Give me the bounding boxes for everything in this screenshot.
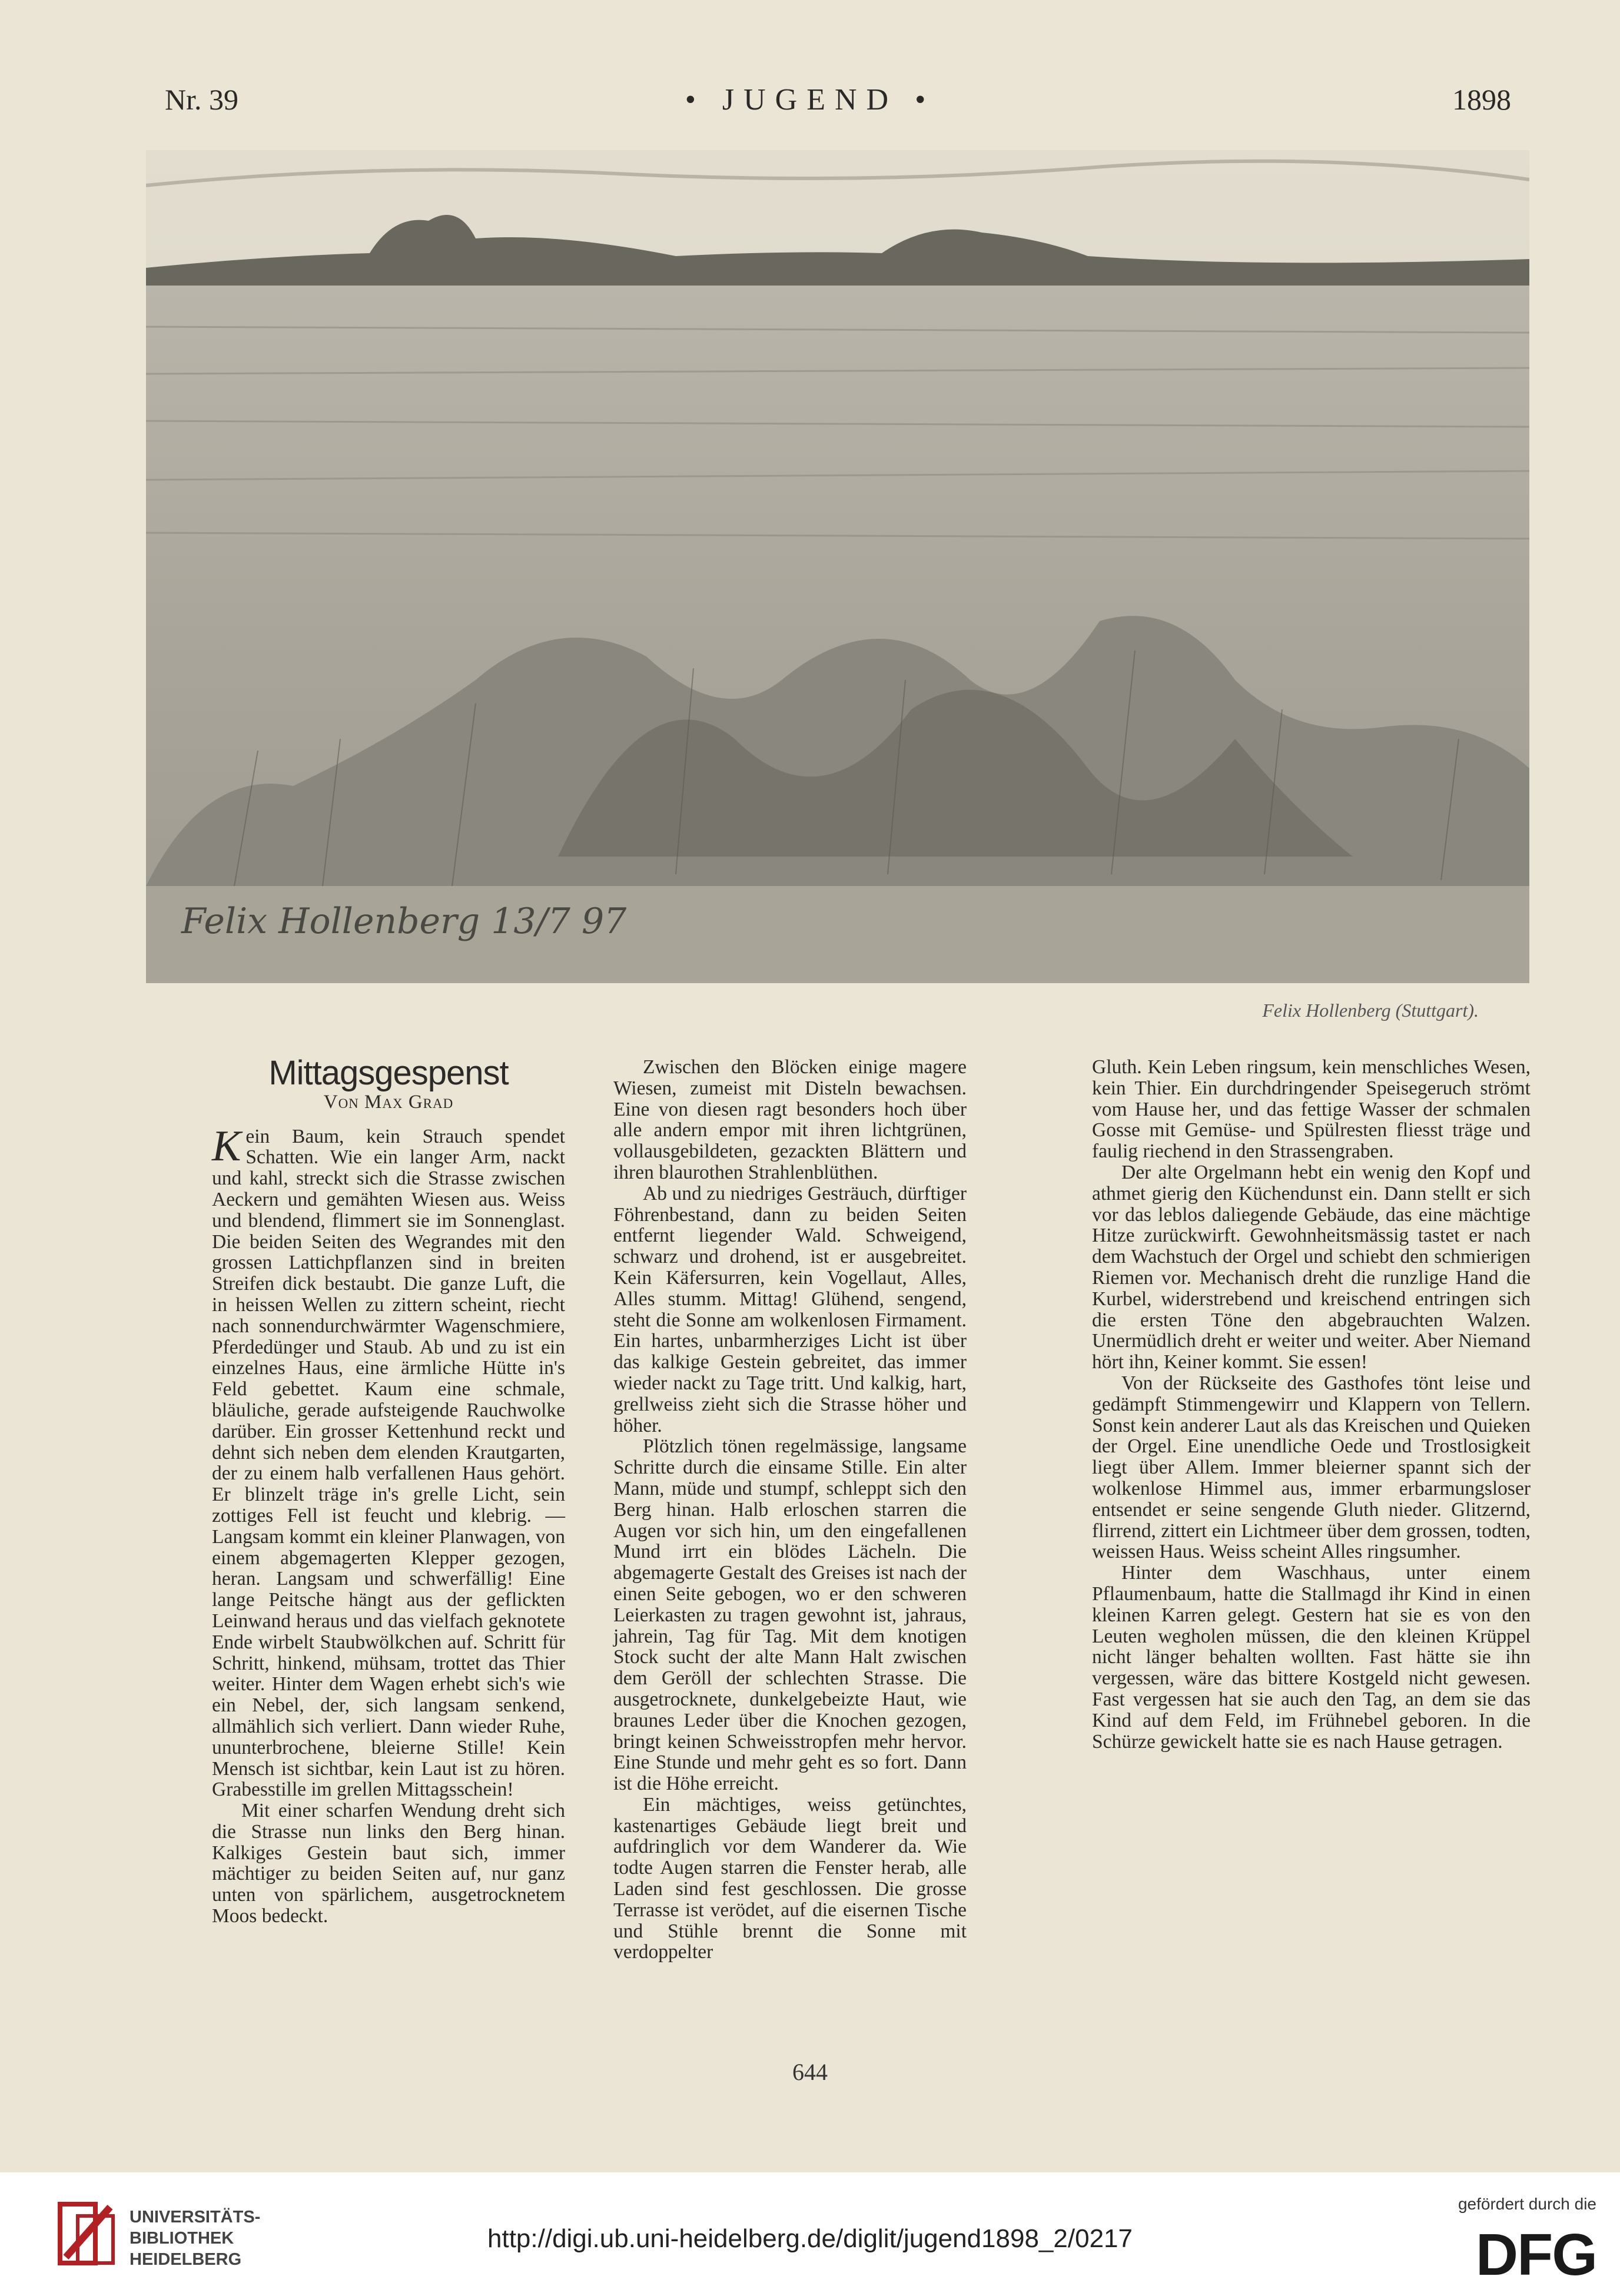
paragraph: Gluth. Kein Leben ringsum, kein menschliches Wesen, kein Thier. Ein durchdringender Speisegeruch strömt vom Hause her, und das fettige Wasser der schmalen Gosse mit Gemüse- und Spülresten fliesst träge und faulig riechend in den Strassengraben. — [1092, 1056, 1531, 1163]
column-1 — [212, 1054, 565, 1927]
dfg-logo: DFG — [1475, 2222, 1596, 2288]
illustration-credit: Felix Hollenberg (Stuttgart). — [1262, 1000, 1479, 1021]
paragraph: Ein mächtiges, weiss getünchtes, kastenartiges Gebäude liegt breit und aufdringlich vor dem Wanderer da. Wie todte Augen starren die Fenster herab, alle Laden sind fest geschlossen. Die grosse Terrasse ist verödet, auf die eisernen Tische und Stühle brennt die Sonne mit verdoppelter — [613, 1793, 967, 1963]
drop-cap: K — [212, 1122, 241, 1170]
paragraph: Plötzlich tönen regelmässige, langsame Schritte durch die einsame Stille. Ein alter Mann, müde und stumpf, schleppt sich den Berg hinan. Halb erloschen starren die Augen vor sich hin, um den eingefallenen Mund irrt ein blödes Lächeln. Die abgemagerte Gestalt des Greises ist nach der einen Seite gebogen, wo er den schweren Leierkasten zu tragen gewohnt ist, jahraus, jahrein, Tag für Tag. Mit dem knotigen Stock sucht der alte Mann Halt zwischen dem Geröll der schlechten Strasse. Die ausgetrocknete, dunkelgebeizte Haut, wie braunes Leder über die Knochen gezogen, bringt keinen Schweisstropfen mehr hervor. Eine Stunde und mehr geht es so fort. Dann ist die Höhe erreicht. — [613, 1435, 967, 1795]
year: 1898 — [1452, 83, 1511, 116]
paragraph: Hinter dem Waschhaus, unter einem Pflaumenbaum, hatte die Stallmagd ihr Kind in einen kleinen Karren gelegt. Gestern hat sie es von den Leuten wegholen müssen, die den kleinen Krüppel nicht länger behalten wollten. Fast hätte sie ihn vergessen, wäre das bittere Kostgeld nicht gewesen. Fast vergessen hat sie auch den Tag, an dem sie das Kind auf dem Feld, im Frühnebel geboren. In die Schürze gewickelt hatte sie es nach Hause getragen. — [1092, 1562, 1531, 1753]
paragraph: Ab und zu niedriges Gesträuch, dürftiger Föhrenbestand, dann zu beiden Seiten entfernt liegender Wald. Schweigend, schwarz und drohend, ist er ausgebreitet. Kein Käfersurren, kein Vogellaut, Alles, Alles stumm. Mittag! Glühend, sengend, steht die Sonne am wolkenlosen Firmament. Ein hartes, unbarmherziges Licht ist über das kalkige Gestein gebreitet, das immer wieder nackt zu Tage tritt. Und kalkig, hart, grellweiss zieht sich die Strasse höher und höher. — [613, 1182, 967, 1436]
viewer-footer — [0, 2172, 1620, 2296]
article-title: Mittagsgespenst — [268, 1054, 509, 1092]
paragraph: Kein Baum, kein Strauch spendet Schatten. Wie ein langer Arm, nackt und kahl, streckt sich die Strasse zwischen Aeckern und gemähten Wiesen aus. Weiss und blendend, flimmert sie im Sonnenglast. Die beiden Seiten des Wegrandes mit den grossen Lattichpflanzen sind in breiten Streifen dick bestaubt. Die ganze Luft, die in heissen Wellen zu zittern scheint, riecht nach sonnendurchwärmter Wagenschmiere, Pferdedünger und Staub. Ab und zu ist ein einzelnes Haus, eine ärmliche Hütte in's Feld gebettet. Kaum eine schmale, bläuliche, gerade aufsteigende Rauchwolke darüber. Ein grosser Kettenhund reckt und dehnt sich neben dem elenden Krautgarten, der zu einem halb verfallenen Haus gehört. Er blinzelt träge in's grelle Licht, sein zottiges Fell ist feucht und klebrig. — Langsam kommt ein kleiner Planwagen, von einem abgemagerten Klepper gezogen, heran. Langsam und schwerfällig! Eine lange Peitsche hängt aus der geflickten Leinwand heraus und das vielfach geknotete Ende wirbelt Staubwölkchen auf. Schritt für Schritt, hinkend, mühsam, trottet das Thier weiter. Hinter dem Wagen erhebt sich's wie ein Nebel, der, sich langsam senkend, allmählich sich verliert. Dann wieder Ruhe, ununterbrochene, bleierne Stille! Kein Mensch ist sichtbar, kein Laut ist zu hören. Grabesstille im grellen Mittagsschein! — [212, 1122, 565, 1801]
paragraph: Von der Rückseite des Gasthofes tönt leise und gedämpft Stimmengewirr und Klappern von Tellern. Sonst kein anderer Laut als das Kreischen und Quieken der Orgel. Eine unendliche Oede und Trostlosigkeit liegt über Allem. Immer bleierner spannt sich der wolkenlose Himmel aus, immer erbarmungsloser entsendet er seine sengende Gluth nieder. Glitzernd, flirrend, zittert ein Lichtmeer über dem grossen, todten, weissen Haus. Weiss scheint Alles ringsumher. — [1092, 1372, 1531, 1563]
funding-note: gefördert durch die — [1458, 2195, 1596, 2213]
paragraph: Der alte Orgelmann hebt ein wenig den Kopf und athmet gierig den Küchendunst ein. Dann stellt er sich vor das leblos daliegende Gebäude, das eine mächtige Hitze zurückwirft. Gewohnheitsmässig tastet er nach dem Wachstuch der Orgel und schiebt den schmierigen Riemen vor. Mechanisch dreht die runzlige Hand die Kurbel, widerstrebend und kreischend entringen sich die ersten Töne den abgebrauchten Walzen. Unermüdlich dreht er weiter und weiter. Aber Niemand hört ihn, Keiner kommt. Sie essen! — [1092, 1161, 1531, 1373]
artist-signature: Felix Hollenberg 13/7 97 — [181, 901, 627, 942]
permalink-url[interactable]: http://digi.ub.uni-heidelberg.de/diglit/jugend1898_2/0217 — [487, 2224, 1133, 2253]
page-number: 644 — [792, 2059, 828, 2085]
article-byline: Von Max Grad — [323, 1091, 454, 1113]
issue-number: Nr. 39 — [165, 83, 238, 116]
column-2 — [613, 1057, 967, 1963]
column-3 — [1092, 1057, 1531, 1752]
page-header — [0, 82, 1620, 135]
journal-title: • JUGEND • — [685, 83, 935, 117]
institution-name: UNIVERSITÄTS- BIBLIOTHEK HEIDELBERG — [130, 2208, 261, 2269]
paragraph: Mit einer scharfen Wendung dreht sich die Strasse nun links den Berg hinan. Kalkiges Gestein baut sich, immer mächtiger zu beiden Seiten auf, nur ganz unten von spärlichem, ausgetrocknetem Moos bedeckt. — [212, 1800, 565, 1927]
paragraph: Zwischen den Blöcken einige magere Wiesen, zumeist mit Disteln bewachsen. Eine von diesen ragt besonders hoch über alle andern empor mit ihren lichtgrünen, vollausgebildeten, gezackten Blättern und ihren blaurothen Strahlenblüthen. — [613, 1056, 967, 1183]
landscape-illustration — [146, 150, 1529, 983]
